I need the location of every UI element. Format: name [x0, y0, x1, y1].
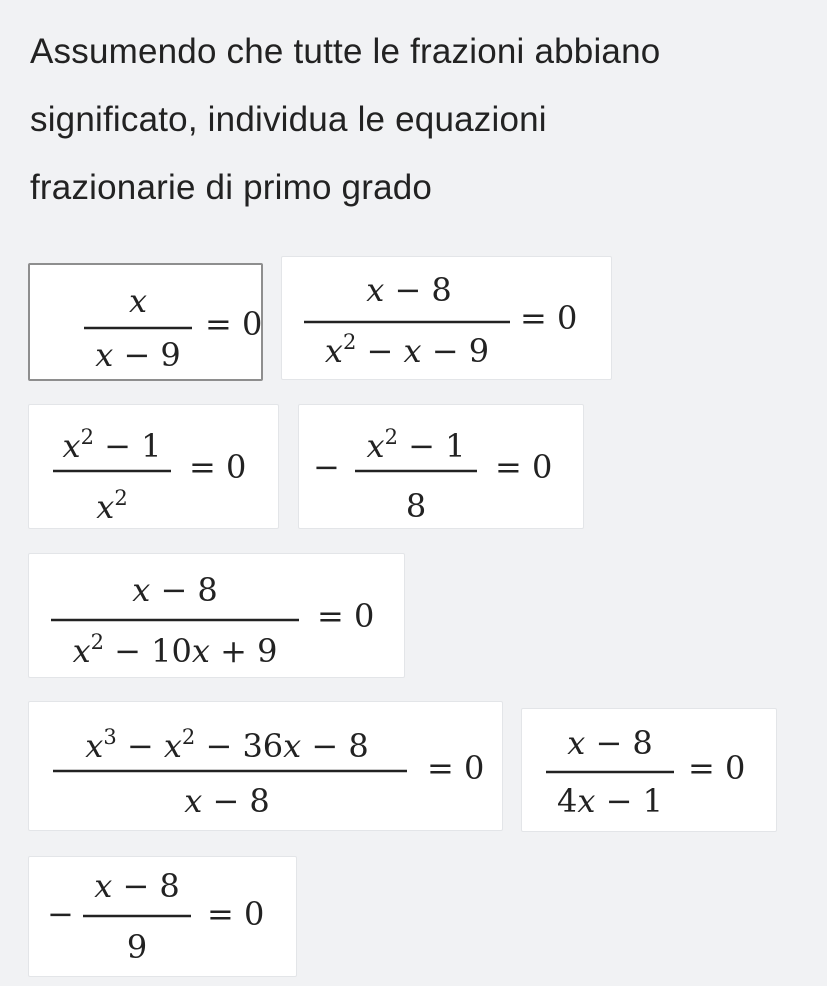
option-2-denominator: $x^2 - x - 9$ — [324, 330, 490, 370]
option-6-formula — [29, 702, 504, 832]
option-3-rhs: = 0 — [189, 448, 247, 486]
option-card-1[interactable] — [28, 263, 263, 381]
option-4-rhs: = 0 — [495, 448, 553, 486]
option-7-denominator: 4x − 1 — [557, 782, 663, 820]
option-5-denominator: $x^2 - 10x + 9$ — [72, 630, 278, 670]
option-8-numerator: x − 8 — [94, 867, 180, 905]
question-line-1: Assumendo che tutte le frazioni abbiano — [30, 32, 661, 71]
option-6-numerator: $x^3 - x^2 - 36x - 8$ — [85, 725, 369, 765]
option-3-numerator: $x^2 - 1$ — [62, 425, 162, 465]
option-card-2[interactable] — [281, 256, 612, 380]
option-card-5[interactable] — [28, 553, 405, 678]
option-8-denominator: 9 — [126, 928, 148, 966]
option-5-rhs: = 0 — [317, 597, 375, 635]
option-5-numerator: x − 8 — [132, 571, 218, 609]
option-6-rhs: = 0 — [427, 749, 485, 787]
option-8-formula — [29, 857, 298, 978]
option-1-numerator: x — [128, 282, 148, 320]
option-2-rhs: = 0 — [520, 299, 578, 337]
option-card-7[interactable] — [521, 708, 777, 832]
option-card-3[interactable] — [28, 404, 279, 529]
option-card-6[interactable] — [28, 701, 503, 831]
option-7-formula — [522, 709, 778, 833]
option-3-formula — [29, 405, 280, 530]
option-8-sign: − — [47, 895, 74, 933]
option-8-rhs: = 0 — [207, 895, 265, 933]
option-5-formula — [29, 554, 406, 679]
question-prompt — [30, 18, 820, 222]
option-2-numerator: x − 8 — [366, 271, 452, 309]
option-card-8[interactable] — [28, 856, 297, 977]
option-2-formula — [282, 257, 613, 381]
option-1-formula — [30, 265, 265, 383]
option-3-denominator: $x^2$ — [96, 486, 128, 526]
option-4-formula — [299, 405, 585, 530]
option-4-denominator: 8 — [405, 487, 427, 525]
option-4-numerator: $x^2 - 1$ — [366, 425, 466, 465]
option-card-4[interactable] — [298, 404, 584, 529]
option-1-rhs: = 0 — [205, 305, 263, 343]
option-4-sign: − — [313, 448, 340, 486]
option-7-numerator: x − 8 — [567, 724, 653, 762]
option-1-denominator: x − 9 — [95, 336, 181, 374]
option-6-denominator: x − 8 — [184, 782, 270, 820]
question-line-3: frazionarie di primo grado — [30, 168, 433, 207]
question-line-2: significato, individua le equazioni — [30, 100, 547, 139]
option-7-rhs: = 0 — [688, 749, 746, 787]
